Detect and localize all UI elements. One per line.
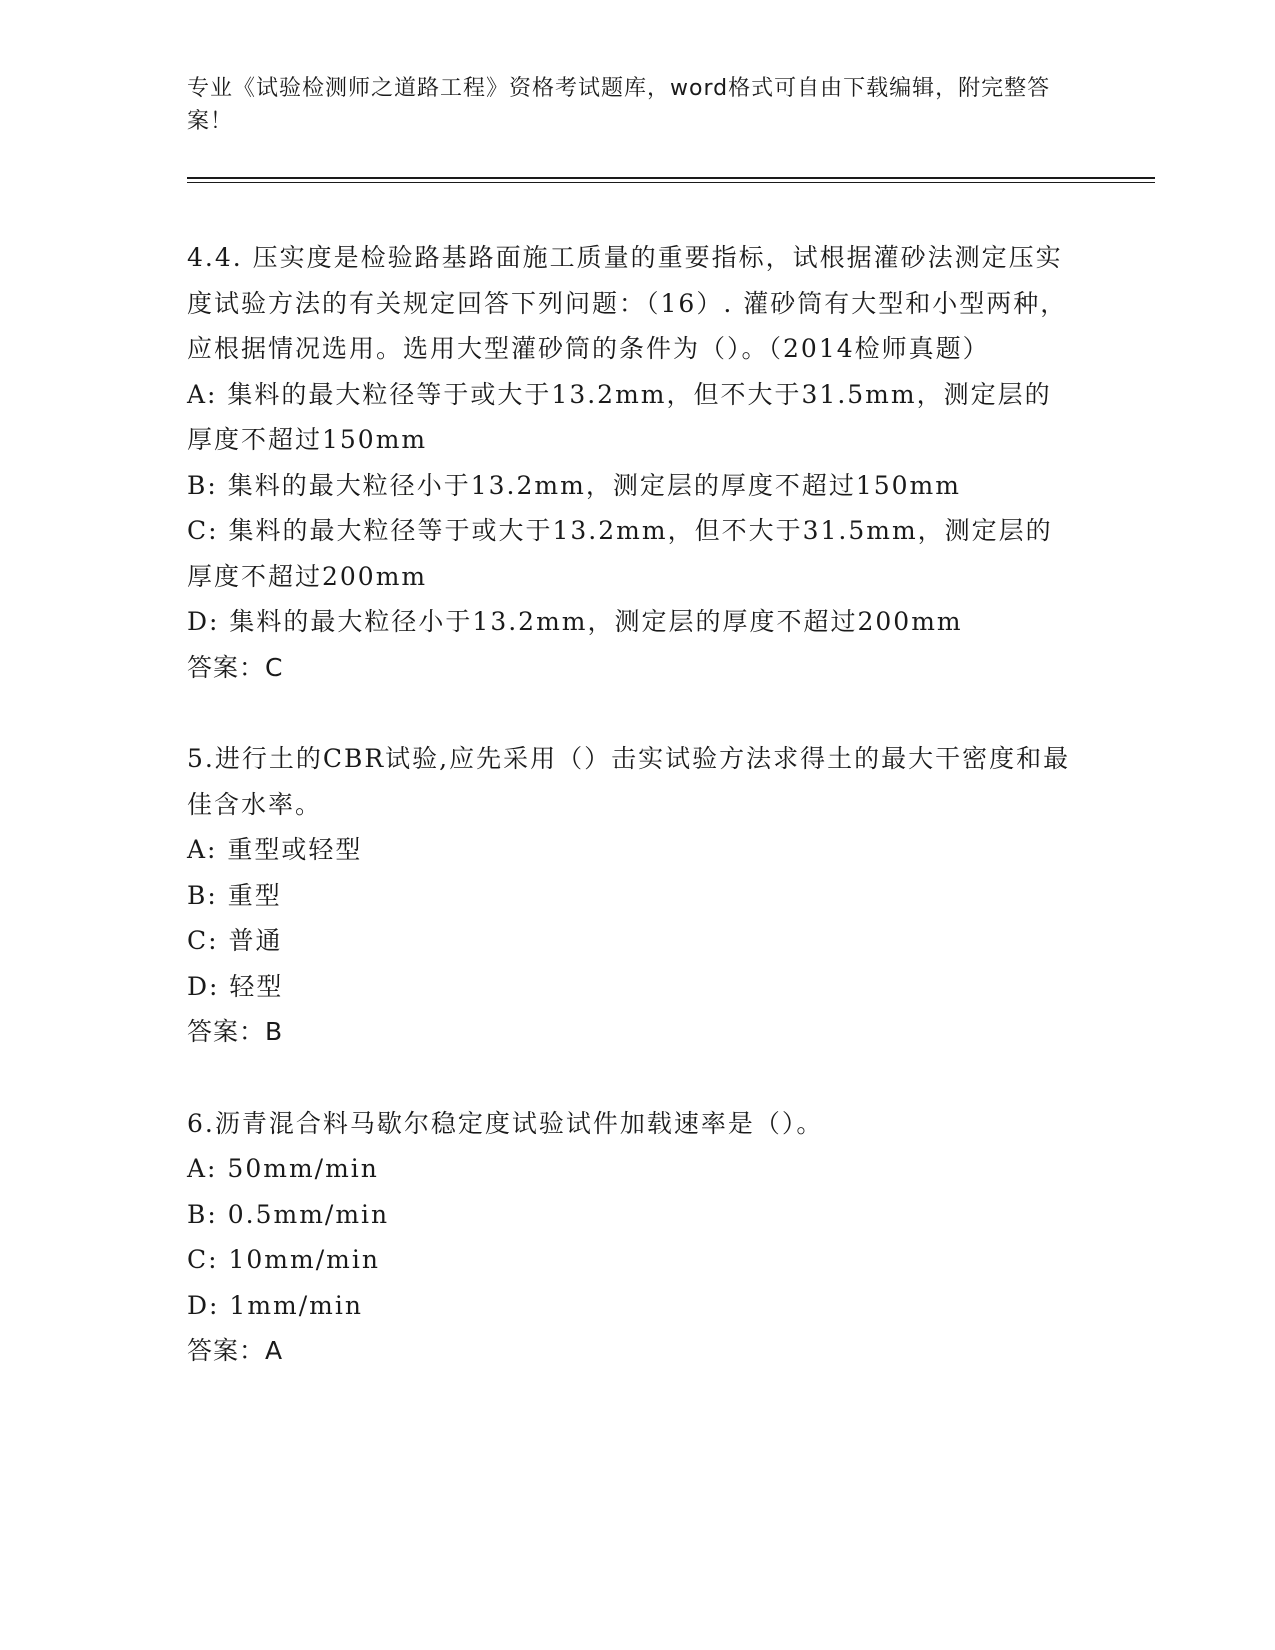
option-d: D: 集料的最大粒径小于13.2mm，测定层的厚度不超过200mm <box>187 607 963 636</box>
option-d: D: 轻型 <box>187 971 284 1001</box>
answer-line: 答案：A <box>187 1336 284 1365</box>
answer-line: 答案：B <box>187 1017 284 1046</box>
option-b: B: 0.5mm/min <box>187 1199 390 1229</box>
question-stem: 6.沥青混合料马歇尔稳定度试验试件加载速率是（）。 <box>187 1108 824 1138</box>
option-a: A: 重型或轻型 <box>187 835 363 864</box>
option-d: D: 1mm/min <box>187 1290 363 1320</box>
option-c: C: 集料的最大粒径等于或大于13.2mm，但不大于31.5mm，测定层的厚度不超过200mm <box>187 516 1053 591</box>
document-intro: 专业《试验检测师之道路工程》资格考试题库，word格式可自由下载编辑，附完整答案！ <box>187 76 1051 134</box>
question-4 <box>187 235 1077 690</box>
option-a: A: 50mm/min <box>187 1154 379 1183</box>
option-a: A: 集料的最大粒径等于或大于13.2mm，但不大于31.5mm，测定层的厚度不超过150mm <box>187 379 1052 454</box>
option-b: B: 重型 <box>187 880 282 910</box>
question-stem: 4.4. 压实度是检验路基路面施工质量的重要指标，试根据灌砂法测定压实度试验方法的有关规定回答下列问题：（16）. 灌砂筒有大型和小型两种，应根据情况选用。选用大型灌砂筒的条件为（）。（2014检师真题） <box>187 243 1068 363</box>
option-b: B: 集料的最大粒径小于13.2mm，测定层的厚度不超过150mm <box>187 470 961 500</box>
question-stem: 5.进行土的CBR试验,应先采用（）击实试验方法求得土的最大干密度和最佳含水率。 <box>187 744 1071 819</box>
question-5 <box>187 736 1077 1055</box>
question-6 <box>187 1101 1077 1374</box>
answer-line: 答案：C <box>187 652 284 682</box>
option-c: C: 普通 <box>187 926 283 955</box>
header-divider <box>187 177 1155 183</box>
question-list <box>187 235 1077 1420</box>
option-c: C: 10mm/min <box>187 1245 380 1274</box>
